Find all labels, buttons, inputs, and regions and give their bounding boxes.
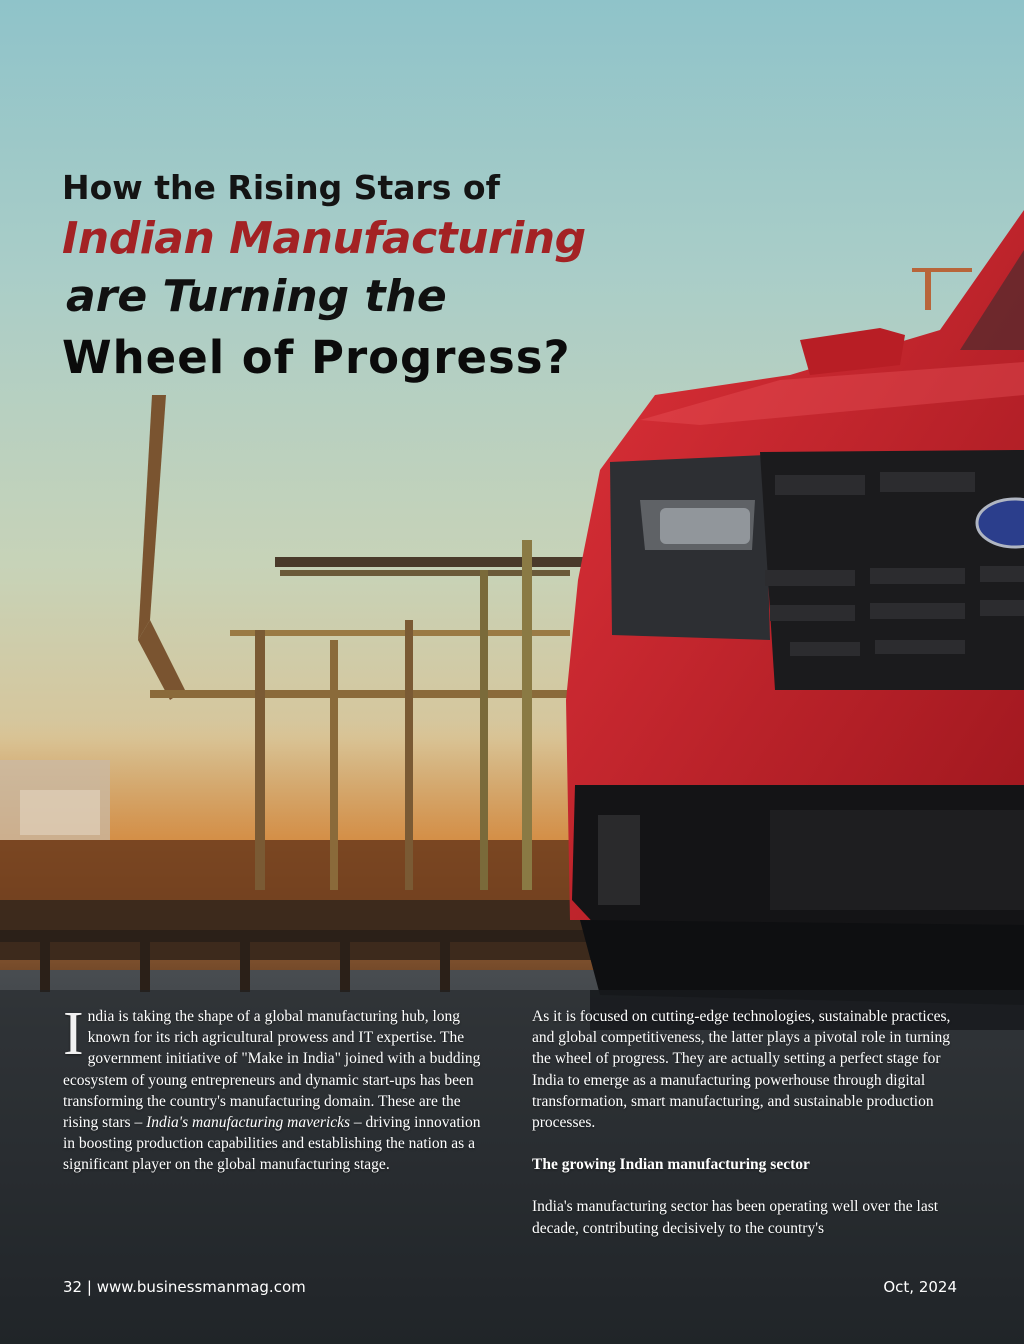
article-headline (62, 166, 586, 390)
section-subheading: The growing Indian manufacturing sector (532, 1156, 810, 1174)
industrial-structure (0, 395, 600, 992)
article-column-left (63, 1000, 493, 1176)
headline-line-1: How the Rising Stars of (62, 168, 500, 207)
paragraph-emphasis: India's manufacturing mavericks (146, 1114, 351, 1132)
article-paragraph: India's manufacturing sector has been operating well over the last decade, contributing decisively to the country's (532, 1198, 939, 1237)
article-column-right (532, 1006, 962, 1239)
red-truck (566, 210, 1024, 1030)
headline-line-4: Wheel of Progress? (62, 331, 571, 384)
issue-date: Oct, 2024 (883, 1278, 957, 1296)
headline-line-2: Indian Manufacturing (62, 213, 586, 264)
paragraph-text: – driving innovation in boosting production capabilities and establishing the nation as a significant player on the global manufacturing stage. (63, 1114, 481, 1174)
page-number: 32 (63, 1278, 83, 1296)
article-paragraph: As it is focused on cutting-edge technologies, sustainable practices, and global competitiveness, the latter plays a pivotal role in turning the wheel of progress. They are actually setting a perfect stage for India to emerge as a manufacturing powerhouse through digital transformation, smart manufacturing, and sustainable production processes. (532, 1008, 951, 1132)
article-paragraph (63, 1000, 493, 1176)
footer-separator: | (86, 1278, 92, 1296)
headline-line-3: are Turning the (66, 271, 447, 322)
drop-cap: I (63, 1000, 84, 1068)
page-footer (63, 1278, 957, 1296)
website-link[interactable]: www.businessmanmag.com (96, 1278, 306, 1296)
paragraph-text: ndia is taking the shape of a global manufacturing hub, long known for its rich agricultural prowess and IT expertise. The government initiative of "Make in India" joined with a budding ecosystem of young entrepreneurs and dynamic start-ups has been transforming the country's manufacturing domain. These are the rising stars – (63, 1008, 481, 1132)
